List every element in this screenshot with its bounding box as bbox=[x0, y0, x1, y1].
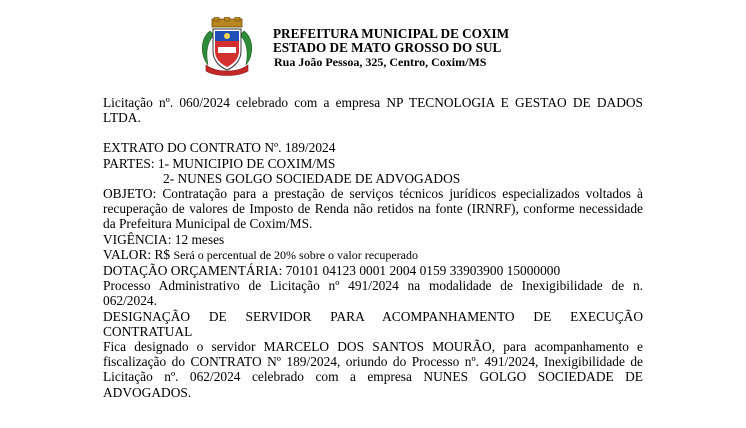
state-title: ESTADO DE MATO GROSSO DO SUL bbox=[273, 40, 502, 55]
designation-text-line-1: Fica designado o servidor MARCELO DOS SANTOS MOURÃO, para acompanhamento e bbox=[103, 339, 643, 355]
designation-title-line-1: DESIGNAÇÃO DE SERVIDOR PARA ACOMPANHAMENTO DE EXECUÇÃO bbox=[103, 308, 643, 324]
paragraph-licitacao-line-1: Licitação nº. 060/2024 celebrado com a empresa NP TECNOLOGIA E GESTAO DE DADOS bbox=[103, 95, 643, 110]
municipality-title: PREFEITURA MUNICIPAL DE COXIM bbox=[273, 26, 510, 41]
object-line-2: recuperação de valores de Imposto de Renda não retidos na fonte (IRNRF), conforme necessidade bbox=[103, 201, 643, 217]
spacer bbox=[103, 125, 643, 140]
object-line-3: da Prefeitura Municipal de Coxim/MS. bbox=[103, 216, 313, 232]
parties-line-2: 2- NUNES GOLGO SOCIEDADE DE ADVOGADOS bbox=[163, 170, 461, 186]
designation-text-line-2: fiscalização do CONTRATO Nº 189/2024, oriundo do Processo nº. 491/2024, Inexigibilidade de bbox=[103, 354, 643, 370]
contract-extract-title: EXTRATO DO CONTRATO Nº. 189/2024 bbox=[103, 140, 336, 156]
validity-line: VIGÊNCIA: 12 meses bbox=[103, 231, 225, 247]
municipal-coat-of-arms-icon bbox=[196, 17, 258, 77]
designation-title-line-2: CONTRATUAL bbox=[103, 323, 193, 339]
letterhead bbox=[0, 0, 746, 90]
value-label: VALOR: R$ bbox=[103, 246, 174, 262]
letterhead-text bbox=[273, 27, 509, 69]
value-text: Será o percentual de 20% sobre o valor recuperado bbox=[173, 247, 418, 262]
process-line-2: 062/2024. bbox=[103, 293, 157, 309]
object-line-1: OBJETO: Contratação para a prestação de serviços técnicos jurídicos especializados voltados à bbox=[103, 186, 643, 202]
designation-text-line-3: Licitação nº. 062/2024 celebrado com a empresa NUNES GOLGO SOCIEDADE DE bbox=[103, 369, 643, 385]
value-line bbox=[103, 247, 643, 263]
process-line-1: Processo Administrativo de Licitação nº 491/2024 na modalidade de Inexigibilidade de n. bbox=[103, 278, 643, 294]
designation-text-line-4: ADVOGADOS. bbox=[103, 384, 192, 400]
paragraph-licitacao-line-2: LTDA. bbox=[103, 110, 141, 126]
document-body bbox=[103, 95, 643, 400]
parties-line-1: PARTES: 1- MUNICIPIO DE COXIM/MS bbox=[103, 155, 336, 171]
budget-allocation-line: DOTAÇÃO ORÇAMENTÁRIA: 70101 04123 0001 2004 0159 33903900 15000000 bbox=[103, 263, 561, 279]
address-line: Rua João Pessoa, 325, Centro, Coxim/MS bbox=[274, 55, 487, 69]
